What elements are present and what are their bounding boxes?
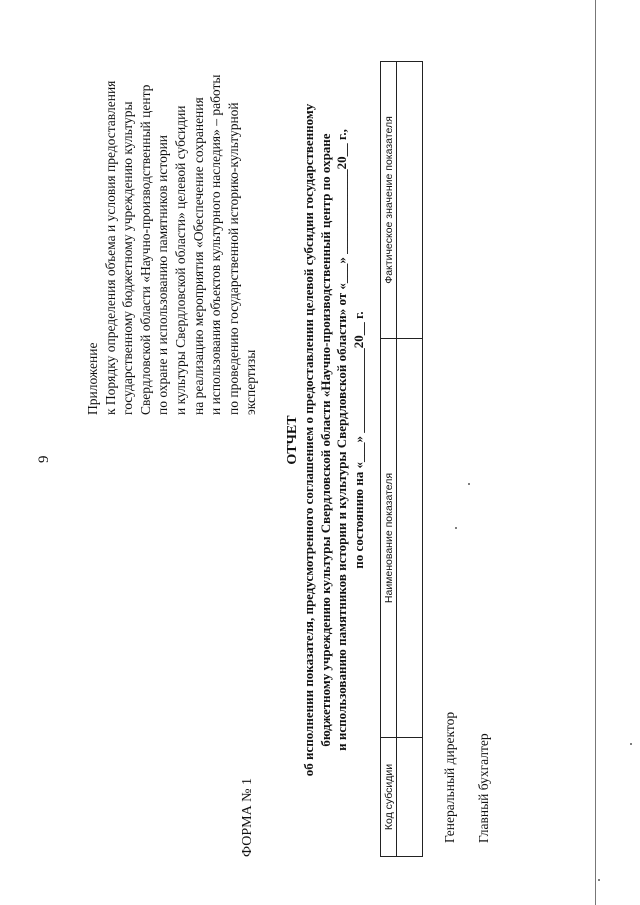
appendix-line: Приложение [85, 342, 100, 415]
table-cell [397, 339, 423, 738]
report-line: об исполнении показателя, предусмотренного соглашением о предоставлении целевой субсидии государственному [301, 103, 316, 777]
report-line: бюджетному учреждению культуры Свердловской области «Научно-производственный центр по охране [317, 133, 333, 747]
director-signature-label: Генеральный директор [442, 711, 457, 843]
appendix-line: на реализацию мероприятия «Обеспечение сохранения [190, 97, 206, 415]
report-line: и использованию памятников истории и культуры Свердловской области» от «___» _____________20__ г., [334, 129, 349, 751]
appendix-line: по охране и использованию памятников истории [155, 134, 171, 415]
scan-speck [468, 483, 470, 485]
accountant-signature-label: Главный бухгалтер [476, 733, 491, 843]
appendix-line: экспертизы [243, 349, 259, 415]
appendix-block [84, 75, 260, 415]
appendix-line: и культуры Свердловской области» целевой субсидии [172, 105, 188, 415]
report-heading [285, 35, 367, 845]
appendix-line: к Порядку определения объема и условия предоставления [102, 80, 118, 415]
page-number: 9 [36, 455, 52, 463]
appendix-line: и использования объектов культурного наследия» – работы [208, 74, 224, 415]
table-header-row [381, 62, 397, 857]
table-row [397, 62, 423, 857]
form-label: ФОРМА № 1 [240, 777, 255, 857]
report-subtitle [301, 35, 367, 845]
report-title: ОТЧЕТ [285, 415, 300, 465]
column-header-name: Наименование показателя [381, 339, 397, 738]
appendix-line: государственному бюджетному учреждению культуры [120, 101, 136, 415]
appendix-line: Свердловской области «Научно-производственный центр [137, 84, 153, 415]
table-cell [397, 738, 423, 857]
scan-edge-line [595, 0, 596, 905]
scan-speck [598, 879, 600, 881]
column-header-value: Фактическое значение показателя [381, 62, 397, 339]
table-cell [397, 62, 423, 339]
scan-speck [630, 743, 632, 745]
scan-speck [455, 527, 457, 529]
appendix-line: по проведению государственной историко-культурной [225, 102, 241, 415]
report-table [380, 61, 423, 857]
column-header-code: Код субсидии [381, 738, 397, 857]
report-line: по состоянию на «___» _____________20__ г. [350, 311, 366, 569]
